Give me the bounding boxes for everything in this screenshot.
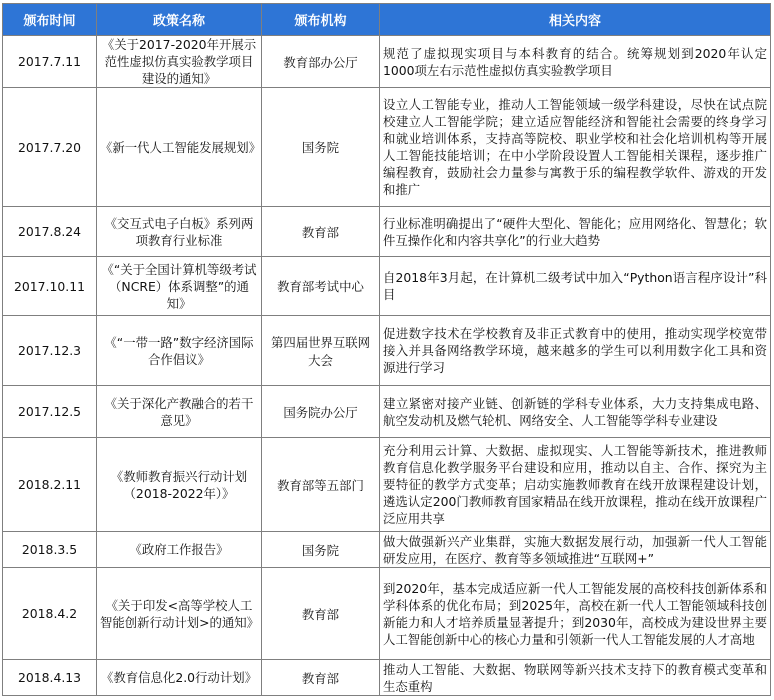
cell-date: 2018.2.11 — [3, 438, 97, 532]
cell-policy-name: 《关于印发<高等学校人工智能创新行动计划>的通知》 — [97, 568, 262, 660]
cell-content: 促进数字技术在学校教育及非正式教育中的使用，推动实现学校宽带接入并具备网络教学环境，越来越多的学生可以利用数字化工具和资源进行学习 — [380, 316, 771, 386]
cell-date: 2018.3.5 — [3, 532, 97, 568]
cell-date: 2018.4.13 — [3, 660, 97, 696]
table-header — [3, 4, 771, 36]
table-body — [3, 36, 771, 696]
cell-date: 2017.7.20 — [3, 88, 97, 207]
cell-policy-name: 《关于深化产教融合的若干意见》 — [97, 386, 262, 438]
header-name: 政策名称 — [97, 4, 262, 36]
cell-org: 教育部 — [262, 207, 380, 257]
table-row — [3, 257, 771, 316]
cell-policy-name: 《“一带一路”数字经济国际合作倡议》 — [97, 316, 262, 386]
table-row — [3, 36, 771, 88]
header-date: 颁布时间 — [3, 4, 97, 36]
cell-policy-name: 《政府工作报告》 — [97, 532, 262, 568]
cell-content: 到2020年，基本完成适应新一代人工智能发展的高校科技创新体系和学科体系的优化布局；到2025年，高校在新一代人工智能领域科技创新能力和人才培养质量显著提升；到2030年，高校成为建设世界主要人工智能创新中心的核心力量和引领新一代人工智能发展的人才高地 — [380, 568, 771, 660]
header-row — [3, 4, 771, 36]
cell-policy-name: 《交互式电子白板》系列两项教育行业标准 — [97, 207, 262, 257]
cell-date: 2017.12.5 — [3, 386, 97, 438]
table-row — [3, 316, 771, 386]
cell-content: 建立紧密对接产业链、创新链的学科专业体系，大力支持集成电路、航空发动机及燃气轮机、网络安全、人工智能等学科专业建设 — [380, 386, 771, 438]
cell-content: 设立人工智能专业，推动人工智能领域一级学科建设，尽快在试点院校建立人工智能学院；建立适应智能经济和智能社会需要的终身学习和就业培训体系，支持高等院校、职业学校和社会化培训机构等开展人工智能技能培训；在中小学阶段设置人工智能相关课程，逐步推广编程教育，鼓励社会力量参与寓教于乐的编程教学软件、游戏的开发和推广 — [380, 88, 771, 207]
cell-content: 规范了虚拟现实项目与本科教育的结合。统筹规划到2020年认定1000项左右示范性虚拟仿真实验教学项目 — [380, 36, 771, 88]
header-org: 颁布机构 — [262, 4, 380, 36]
cell-policy-name: 《新一代人工智能发展规划》 — [97, 88, 262, 207]
cell-org: 国务院 — [262, 532, 380, 568]
table-row — [3, 532, 771, 568]
cell-content: 充分利用云计算、大数据、虚拟现实、人工智能等新技术，推进教师教育信息化教学服务平台建设和应用，推动以自主、合作、探究为主要特征的教学方式变革；启动实施教师教育在线开放课程建设计划，遴选认定200门教师教育国家精品在线开放课程，推动在线开放课程广泛应用共享 — [380, 438, 771, 532]
table-row — [3, 386, 771, 438]
cell-org: 教育部等五部门 — [262, 438, 380, 532]
cell-date: 2018.4.2 — [3, 568, 97, 660]
cell-policy-name: 《教师教育振兴行动计划（2018-2022年）》 — [97, 438, 262, 532]
cell-content: 自2018年3月起，在计算机二级考试中加入“Python语言程序设计”科目 — [380, 257, 771, 316]
cell-content: 推动人工智能、大数据、物联网等新兴技术支持下的教育模式变革和生态重构 — [380, 660, 771, 696]
cell-date: 2017.8.24 — [3, 207, 97, 257]
table-row — [3, 438, 771, 532]
table-row — [3, 88, 771, 207]
cell-content: 做大做强新兴产业集群，实施大数据发展行动，加强新一代人工智能研发应用，在医疗、教育等多领域推进“互联网+” — [380, 532, 771, 568]
cell-date: 2017.10.11 — [3, 257, 97, 316]
cell-org: 教育部考试中心 — [262, 257, 380, 316]
cell-date: 2017.7.11 — [3, 36, 97, 88]
cell-org: 教育部办公厅 — [262, 36, 380, 88]
table-row — [3, 207, 771, 257]
header-content: 相关内容 — [380, 4, 771, 36]
cell-policy-name: 《关于2017-2020年开展示范性虚拟仿真实验教学项目建设的通知》 — [97, 36, 262, 88]
cell-date: 2017.12.3 — [3, 316, 97, 386]
cell-policy-name: 《“关于全国计算机等级考试（NCRE）体系调整”的通知》 — [97, 257, 262, 316]
cell-policy-name: 《教育信息化2.0行动计划》 — [97, 660, 262, 696]
table-row — [3, 660, 771, 696]
cell-org: 教育部 — [262, 660, 380, 696]
cell-org: 国务院 — [262, 88, 380, 207]
table-row — [3, 568, 771, 660]
cell-org: 国务院办公厅 — [262, 386, 380, 438]
cell-org: 第四届世界互联网大会 — [262, 316, 380, 386]
policy-table — [2, 3, 771, 696]
cell-org: 教育部 — [262, 568, 380, 660]
cell-content: 行业标准明确提出了“硬件大型化、智能化；应用网络化、智慧化；软件互操作化和内容共享化”的行业大趋势 — [380, 207, 771, 257]
